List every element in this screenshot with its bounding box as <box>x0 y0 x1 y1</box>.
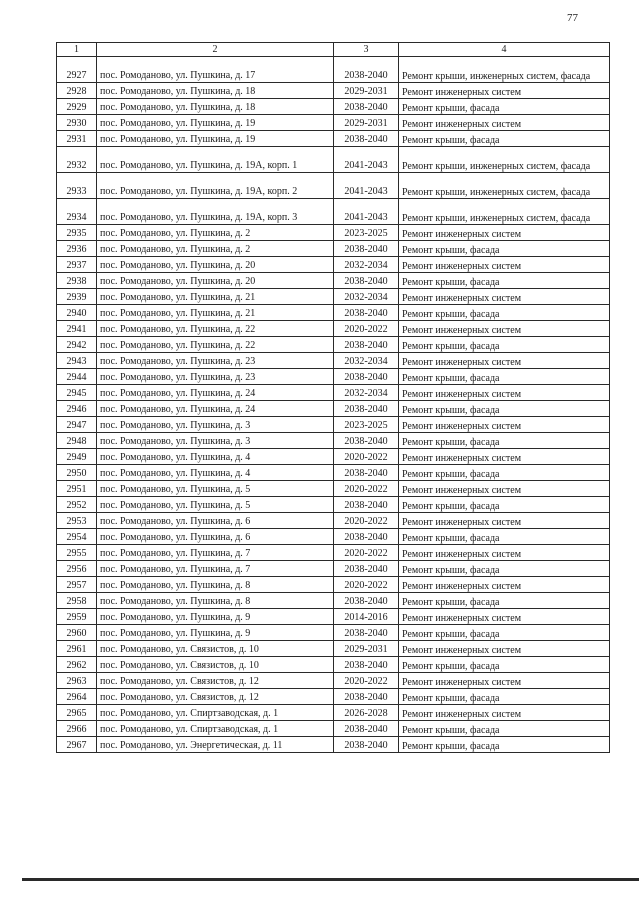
period-cell: 2032-2034 <box>334 289 399 305</box>
address-cell: пос. Ромоданово, ул. Пушкина, д. 3 <box>97 417 334 433</box>
row-number-cell: 2938 <box>57 273 97 289</box>
period-cell: 2038-2040 <box>334 273 399 289</box>
period-cell: 2038-2040 <box>334 131 399 147</box>
row-number-cell: 2962 <box>57 657 97 673</box>
period-cell: 2032-2034 <box>334 385 399 401</box>
address-cell: пос. Ромоданово, ул. Пушкина, д. 18 <box>97 99 334 115</box>
period-cell: 2020-2022 <box>334 449 399 465</box>
work-type-cell: Ремонт инженерных систем <box>399 481 610 497</box>
table-row <box>57 657 610 673</box>
table-row <box>57 385 610 401</box>
address-cell: пос. Ромоданово, ул. Связистов, д. 10 <box>97 641 334 657</box>
period-cell: 2038-2040 <box>334 497 399 513</box>
address-cell: пос. Ромоданово, ул. Пушкина, д. 4 <box>97 465 334 481</box>
work-type-cell: Ремонт крыши, фасада <box>399 465 610 481</box>
row-number-cell: 2932 <box>57 147 97 173</box>
row-number-cell: 2956 <box>57 561 97 577</box>
row-number-cell: 2945 <box>57 385 97 401</box>
address-cell: пос. Ромоданово, ул. Пушкина, д. 5 <box>97 497 334 513</box>
table-row <box>57 131 610 147</box>
table-row <box>57 465 610 481</box>
address-cell: пос. Ромоданово, ул. Пушкина, д. 5 <box>97 481 334 497</box>
work-type-cell: Ремонт крыши, фасада <box>399 737 610 753</box>
column-header-3: 3 <box>334 43 399 57</box>
table-row <box>57 689 610 705</box>
period-cell: 2038-2040 <box>334 529 399 545</box>
table-row <box>57 481 610 497</box>
address-cell: пос. Ромоданово, ул. Пушкина, д. 21 <box>97 289 334 305</box>
table-row <box>57 225 610 241</box>
work-type-cell: Ремонт крыши, фасада <box>399 337 610 353</box>
row-number-cell: 2927 <box>57 57 97 83</box>
work-type-cell: Ремонт крыши, инженерных систем, фасада <box>399 147 610 173</box>
period-cell: 2020-2022 <box>334 545 399 561</box>
period-cell: 2038-2040 <box>334 657 399 673</box>
row-number-cell: 2947 <box>57 417 97 433</box>
table-row <box>57 353 610 369</box>
work-type-cell: Ремонт крыши, фасада <box>399 433 610 449</box>
period-cell: 2029-2031 <box>334 83 399 99</box>
work-type-cell: Ремонт крыши, фасада <box>399 369 610 385</box>
address-cell: пос. Ромоданово, ул. Пушкина, д. 17 <box>97 57 334 83</box>
row-number-cell: 2933 <box>57 173 97 199</box>
column-header-1: 1 <box>57 43 97 57</box>
work-type-cell: Ремонт инженерных систем <box>399 321 610 337</box>
work-type-cell: Ремонт инженерных систем <box>399 449 610 465</box>
work-type-cell: Ремонт крыши, фасада <box>399 273 610 289</box>
row-number-cell: 2934 <box>57 199 97 225</box>
row-number-cell: 2952 <box>57 497 97 513</box>
period-cell: 2038-2040 <box>334 57 399 83</box>
address-cell: пос. Ромоданово, ул. Пушкина, д. 20 <box>97 257 334 273</box>
page-number: 77 <box>567 12 578 24</box>
table-row <box>57 705 610 721</box>
row-number-cell: 2939 <box>57 289 97 305</box>
period-cell: 2038-2040 <box>334 401 399 417</box>
address-cell: пос. Ромоданово, ул. Пушкина, д. 9 <box>97 609 334 625</box>
work-type-cell: Ремонт инженерных систем <box>399 705 610 721</box>
work-type-cell: Ремонт инженерных систем <box>399 609 610 625</box>
table-row <box>57 561 610 577</box>
column-header-2: 2 <box>97 43 334 57</box>
table-row <box>57 417 610 433</box>
address-cell: пос. Ромоданово, ул. Пушкина, д. 19А, корп. 3 <box>97 199 334 225</box>
row-number-cell: 2961 <box>57 641 97 657</box>
period-cell: 2038-2040 <box>334 721 399 737</box>
row-number-cell: 2948 <box>57 433 97 449</box>
period-cell: 2038-2040 <box>334 305 399 321</box>
period-cell: 2032-2034 <box>334 257 399 273</box>
row-number-cell: 2953 <box>57 513 97 529</box>
table-row <box>57 147 610 173</box>
row-number-cell: 2958 <box>57 593 97 609</box>
row-number-cell: 2942 <box>57 337 97 353</box>
period-cell: 2020-2022 <box>334 481 399 497</box>
period-cell: 2038-2040 <box>334 689 399 705</box>
table-row <box>57 241 610 257</box>
row-number-cell: 2963 <box>57 673 97 689</box>
table-row <box>57 199 610 225</box>
work-type-cell: Ремонт инженерных систем <box>399 385 610 401</box>
work-type-cell: Ремонт крыши, фасада <box>399 401 610 417</box>
period-cell: 2038-2040 <box>334 99 399 115</box>
table-header <box>57 43 610 57</box>
row-number-cell: 2929 <box>57 99 97 115</box>
period-cell: 2023-2025 <box>334 417 399 433</box>
table-row <box>57 497 610 513</box>
row-number-cell: 2959 <box>57 609 97 625</box>
table-row <box>57 289 610 305</box>
period-cell: 2041-2043 <box>334 173 399 199</box>
row-number-cell: 2931 <box>57 131 97 147</box>
work-type-cell: Ремонт инженерных систем <box>399 673 610 689</box>
address-cell: пос. Ромоданово, ул. Пушкина, д. 7 <box>97 545 334 561</box>
table-row <box>57 609 610 625</box>
work-type-cell: Ремонт крыши, фасада <box>399 529 610 545</box>
address-cell: пос. Ромоданово, ул. Пушкина, д. 8 <box>97 577 334 593</box>
address-cell: пос. Ромоданово, ул. Пушкина, д. 22 <box>97 337 334 353</box>
table-row <box>57 593 610 609</box>
work-type-cell: Ремонт крыши, фасада <box>399 593 610 609</box>
address-cell: пос. Ромоданово, ул. Пушкина, д. 19А, корп. 2 <box>97 173 334 199</box>
address-cell: пос. Ромоданово, ул. Пушкина, д. 20 <box>97 273 334 289</box>
row-number-cell: 2964 <box>57 689 97 705</box>
work-type-cell: Ремонт инженерных систем <box>399 577 610 593</box>
period-cell: 2041-2043 <box>334 199 399 225</box>
row-number-cell: 2960 <box>57 625 97 641</box>
period-cell: 2032-2034 <box>334 353 399 369</box>
period-cell: 2029-2031 <box>334 115 399 131</box>
page-bottom-rule <box>22 878 639 881</box>
table-row <box>57 257 610 273</box>
address-cell: пос. Ромоданово, ул. Пушкина, д. 6 <box>97 513 334 529</box>
work-type-cell: Ремонт крыши, фасада <box>399 305 610 321</box>
row-number-cell: 2967 <box>57 737 97 753</box>
row-number-cell: 2930 <box>57 115 97 131</box>
table-row <box>57 57 610 83</box>
address-cell: пос. Ромоданово, ул. Пушкина, д. 2 <box>97 225 334 241</box>
address-cell: пос. Ромоданово, ул. Пушкина, д. 3 <box>97 433 334 449</box>
period-cell: 2020-2022 <box>334 577 399 593</box>
work-type-cell: Ремонт инженерных систем <box>399 353 610 369</box>
period-cell: 2029-2031 <box>334 641 399 657</box>
work-type-cell: Ремонт инженерных систем <box>399 545 610 561</box>
address-cell: пос. Ромоданово, ул. Пушкина, д. 19 <box>97 131 334 147</box>
column-header-4: 4 <box>399 43 610 57</box>
address-cell: пос. Ромоданово, ул. Спиртзаводская, д. 1 <box>97 705 334 721</box>
table-row <box>57 513 610 529</box>
table-row <box>57 83 610 99</box>
work-type-cell: Ремонт крыши, инженерных систем, фасада <box>399 199 610 225</box>
address-cell: пос. Ромоданово, ул. Пушкина, д. 22 <box>97 321 334 337</box>
period-cell: 2014-2016 <box>334 609 399 625</box>
row-number-cell: 2949 <box>57 449 97 465</box>
row-number-cell: 2941 <box>57 321 97 337</box>
row-number-cell: 2954 <box>57 529 97 545</box>
row-number-cell: 2966 <box>57 721 97 737</box>
work-type-cell: Ремонт инженерных систем <box>399 115 610 131</box>
address-cell: пос. Ромоданово, ул. Пушкина, д. 23 <box>97 369 334 385</box>
table-row <box>57 321 610 337</box>
address-cell: пос. Ромоданово, ул. Пушкина, д. 19А, корп. 1 <box>97 147 334 173</box>
period-cell: 2038-2040 <box>334 433 399 449</box>
address-cell: пос. Ромоданово, ул. Связистов, д. 10 <box>97 657 334 673</box>
period-cell: 2038-2040 <box>334 369 399 385</box>
row-number-cell: 2957 <box>57 577 97 593</box>
table-row <box>57 625 610 641</box>
table-row <box>57 641 610 657</box>
address-cell: пос. Ромоданово, ул. Связистов, д. 12 <box>97 689 334 705</box>
period-cell: 2020-2022 <box>334 321 399 337</box>
address-cell: пос. Ромоданово, ул. Пушкина, д. 8 <box>97 593 334 609</box>
period-cell: 2038-2040 <box>334 241 399 257</box>
address-cell: пос. Ромоданово, ул. Пушкина, д. 2 <box>97 241 334 257</box>
work-type-cell: Ремонт крыши, фасада <box>399 561 610 577</box>
period-cell: 2038-2040 <box>334 593 399 609</box>
table-row <box>57 273 610 289</box>
period-cell: 2020-2022 <box>334 513 399 529</box>
row-number-cell: 2944 <box>57 369 97 385</box>
row-number-cell: 2965 <box>57 705 97 721</box>
address-cell: пос. Ромоданово, ул. Пушкина, д. 24 <box>97 401 334 417</box>
row-number-cell: 2928 <box>57 83 97 99</box>
row-number-cell: 2946 <box>57 401 97 417</box>
period-cell: 2023-2025 <box>334 225 399 241</box>
period-cell: 2038-2040 <box>334 465 399 481</box>
table-row <box>57 99 610 115</box>
work-type-cell: Ремонт крыши, фасада <box>399 241 610 257</box>
column-number-row <box>57 43 610 57</box>
work-type-cell: Ремонт крыши, фасада <box>399 689 610 705</box>
table-row <box>57 305 610 321</box>
period-cell: 2038-2040 <box>334 737 399 753</box>
period-cell: 2038-2040 <box>334 625 399 641</box>
work-type-cell: Ремонт инженерных систем <box>399 641 610 657</box>
address-cell: пос. Ромоданово, ул. Связистов, д. 12 <box>97 673 334 689</box>
work-type-cell: Ремонт инженерных систем <box>399 289 610 305</box>
row-number-cell: 2936 <box>57 241 97 257</box>
table-body <box>57 57 610 753</box>
table-row <box>57 433 610 449</box>
table-row <box>57 401 610 417</box>
address-cell: пос. Ромоданово, ул. Пушкина, д. 6 <box>97 529 334 545</box>
row-number-cell: 2935 <box>57 225 97 241</box>
period-cell: 2041-2043 <box>334 147 399 173</box>
table-row <box>57 115 610 131</box>
row-number-cell: 2943 <box>57 353 97 369</box>
address-cell: пос. Ромоданово, ул. Спиртзаводская, д. 1 <box>97 721 334 737</box>
address-cell: пос. Ромоданово, ул. Пушкина, д. 24 <box>97 385 334 401</box>
table-row <box>57 337 610 353</box>
row-number-cell: 2937 <box>57 257 97 273</box>
table-row <box>57 529 610 545</box>
period-cell: 2038-2040 <box>334 561 399 577</box>
work-type-cell: Ремонт крыши, фасада <box>399 721 610 737</box>
repair-schedule-table <box>56 42 610 753</box>
table-row <box>57 173 610 199</box>
work-type-cell: Ремонт крыши, фасада <box>399 131 610 147</box>
work-type-cell: Ремонт крыши, фасада <box>399 657 610 673</box>
address-cell: пос. Ромоданово, ул. Пушкина, д. 21 <box>97 305 334 321</box>
period-cell: 2026-2028 <box>334 705 399 721</box>
table-row <box>57 577 610 593</box>
work-type-cell: Ремонт крыши, фасада <box>399 497 610 513</box>
row-number-cell: 2951 <box>57 481 97 497</box>
address-cell: пос. Ромоданово, ул. Пушкина, д. 18 <box>97 83 334 99</box>
period-cell: 2038-2040 <box>334 337 399 353</box>
work-type-cell: Ремонт крыши, инженерных систем, фасада <box>399 173 610 199</box>
table-row <box>57 449 610 465</box>
work-type-cell: Ремонт инженерных систем <box>399 83 610 99</box>
period-cell: 2020-2022 <box>334 673 399 689</box>
table-row <box>57 673 610 689</box>
work-type-cell: Ремонт инженерных систем <box>399 225 610 241</box>
work-type-cell: Ремонт инженерных систем <box>399 417 610 433</box>
address-cell: пос. Ромоданово, ул. Пушкина, д. 9 <box>97 625 334 641</box>
work-type-cell: Ремонт инженерных систем <box>399 513 610 529</box>
row-number-cell: 2950 <box>57 465 97 481</box>
work-type-cell: Ремонт инженерных систем <box>399 257 610 273</box>
row-number-cell: 2940 <box>57 305 97 321</box>
row-number-cell: 2955 <box>57 545 97 561</box>
table-row <box>57 721 610 737</box>
address-cell: пос. Ромоданово, ул. Пушкина, д. 4 <box>97 449 334 465</box>
work-type-cell: Ремонт крыши, фасада <box>399 99 610 115</box>
address-cell: пос. Ромоданово, ул. Пушкина, д. 7 <box>97 561 334 577</box>
table-row <box>57 545 610 561</box>
table-row <box>57 737 610 753</box>
address-cell: пос. Ромоданово, ул. Энергетическая, д. 11 <box>97 737 334 753</box>
address-cell: пос. Ромоданово, ул. Пушкина, д. 23 <box>97 353 334 369</box>
address-cell: пос. Ромоданово, ул. Пушкина, д. 19 <box>97 115 334 131</box>
table-row <box>57 369 610 385</box>
work-type-cell: Ремонт крыши, инженерных систем, фасада <box>399 57 610 83</box>
work-type-cell: Ремонт крыши, фасада <box>399 625 610 641</box>
